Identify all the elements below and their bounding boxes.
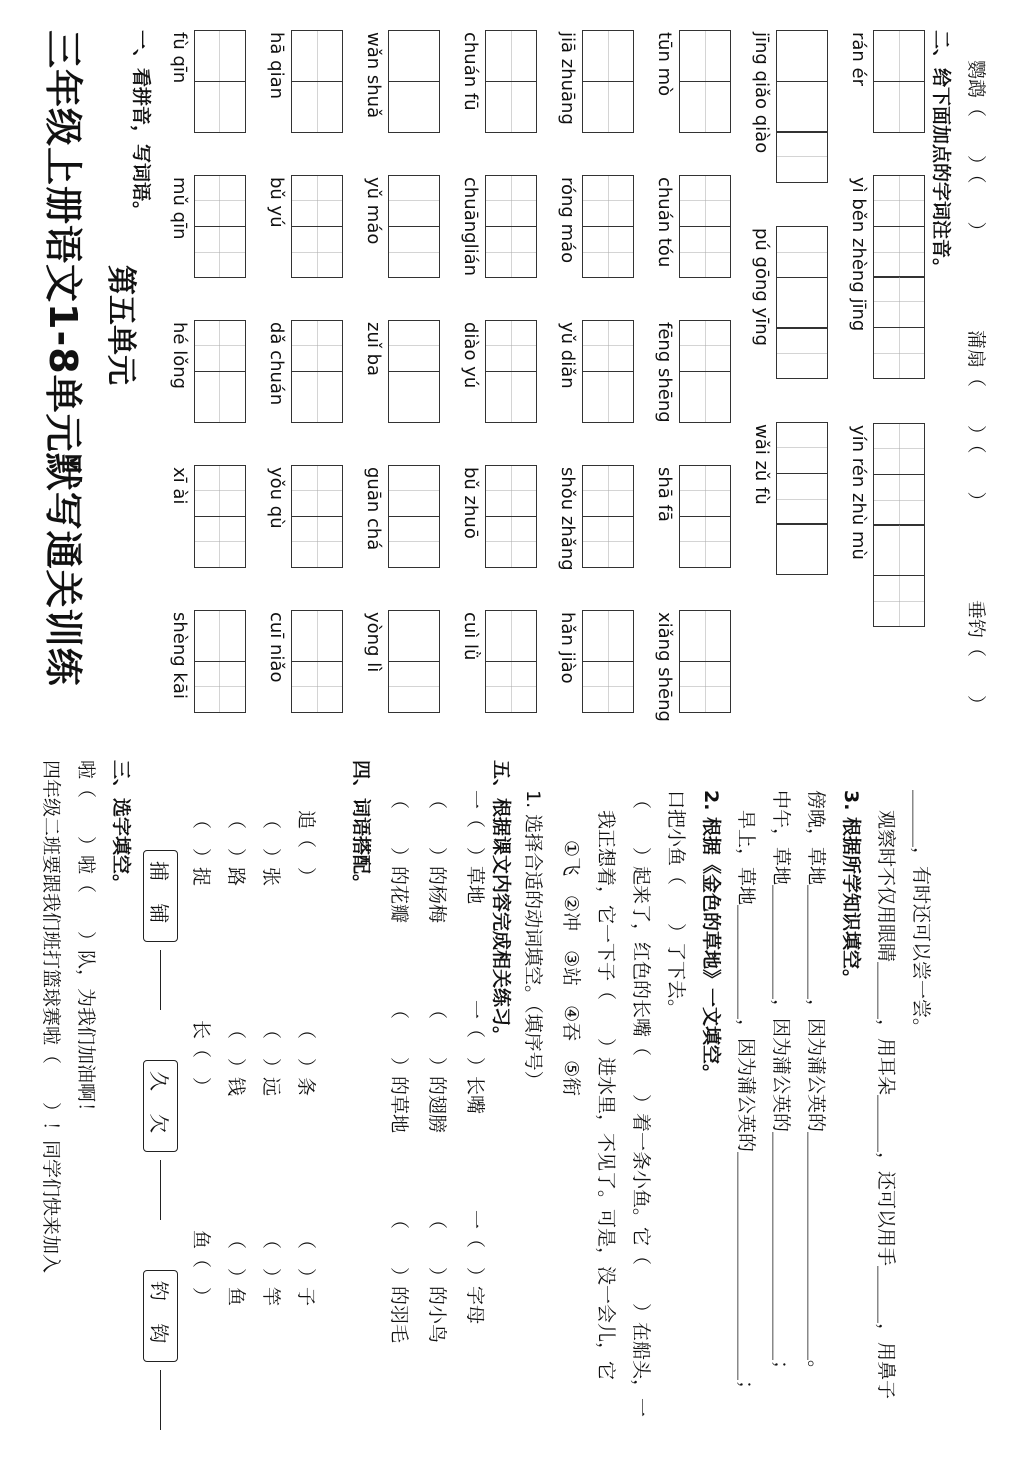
writing-grid: [194, 465, 246, 566]
section4-heading: 四、词语搭配。: [350, 760, 372, 894]
choose-char-item[interactable]: 长（ ）: [190, 1020, 212, 1097]
writing-grid: [388, 610, 440, 711]
writing-cell[interactable]: [873, 175, 925, 227]
pinyin-label: shèng kāi: [169, 612, 190, 699]
pinyin-label: tūn mò: [654, 32, 675, 97]
divider-line: [160, 1370, 161, 1430]
match-item[interactable]: （ ）的翅膀: [426, 1000, 448, 1134]
writing-grid: [873, 175, 925, 377]
writing-cell[interactable]: [776, 277, 828, 329]
writing-cell[interactable]: [679, 661, 731, 713]
writing-cell[interactable]: [485, 320, 537, 372]
pinyin-label: fù qīn: [169, 32, 190, 84]
unit-subtitle: 第五单元: [103, 265, 138, 385]
q1-label: 1. 选择合适的动词填空。（填序号）: [522, 790, 544, 1090]
writing-cell[interactable]: [291, 516, 343, 568]
pinyin-label: jīng qiǎo qiào: [751, 32, 772, 154]
page-title: 三年级上册语文1-8单元默写通关训练: [41, 30, 85, 687]
writing-grid: [388, 175, 440, 276]
writing-cell[interactable]: [388, 661, 440, 713]
match-item[interactable]: 一（ ）字母: [464, 1210, 486, 1325]
pinyin-label: hé lǒng: [169, 322, 190, 390]
pinyin-label: pú gōng yīng: [751, 228, 772, 347]
writing-grid: [194, 30, 246, 131]
writing-cell[interactable]: [291, 610, 343, 662]
writing-cell[interactable]: [873, 474, 925, 526]
pinyin-label: yì běn zhèng jīng: [848, 177, 869, 332]
writing-cell[interactable]: [194, 175, 246, 227]
writing-grid: [873, 30, 925, 131]
writing-cell[interactable]: [873, 524, 925, 576]
choose-char-item[interactable]: （ ）张: [260, 810, 282, 887]
writing-cell[interactable]: [388, 516, 440, 568]
writing-cell[interactable]: [679, 30, 731, 82]
writing-cell[interactable]: [582, 81, 634, 133]
writing-grid: [679, 175, 731, 276]
writing-cell[interactable]: [194, 30, 246, 82]
writing-cell[interactable]: [776, 81, 828, 133]
pinyin-label: shā fā: [654, 467, 675, 522]
writing-cell[interactable]: [291, 320, 343, 372]
writing-grid: [194, 320, 246, 421]
writing-grid: [291, 320, 343, 421]
writing-grid: [388, 30, 440, 131]
writing-grid: [582, 465, 634, 566]
writing-cell[interactable]: [291, 371, 343, 423]
writing-cell[interactable]: [679, 465, 731, 517]
writing-cell[interactable]: [776, 226, 828, 278]
choose-char-item[interactable]: （ ）钱: [225, 1020, 247, 1097]
pinyin-label: diào yú: [460, 322, 481, 389]
writing-cell[interactable]: [582, 516, 634, 568]
writing-grid: [388, 465, 440, 566]
match-item[interactable]: 一（ ）草地: [464, 790, 486, 905]
pinyin-label: jiā zhuāng: [557, 32, 578, 125]
pinyin-label: wǎi zǔ fù: [751, 424, 772, 505]
writing-cell[interactable]: [291, 81, 343, 133]
pinyin-label: zuǐ ba: [363, 322, 384, 377]
section1-heading: 一、看拼音，写词语。: [130, 30, 152, 221]
char-pair-box: 久 欠: [143, 1060, 178, 1152]
writing-cell[interactable]: [194, 661, 246, 713]
pinyin-label: yǒu qù: [266, 467, 287, 529]
writing-cell[interactable]: [582, 30, 634, 82]
writing-cell[interactable]: [194, 610, 246, 662]
writing-cell[interactable]: [485, 175, 537, 227]
writing-grid: [679, 610, 731, 711]
writing-grid: [485, 30, 537, 131]
pinyin-label: fēng shēng: [654, 322, 675, 423]
choose-char-item[interactable]: （ ）远: [260, 1020, 282, 1097]
q3-label: 3. 根据所学知识填空。: [840, 790, 862, 989]
writing-cell[interactable]: [873, 30, 925, 82]
match-item[interactable]: （ ）的花瓣: [388, 790, 410, 924]
q2-line-2: 中午，草地＿＿＿＿＿＿，因为蒲公英的＿＿＿＿＿＿＿＿＿＿＿＿；: [770, 790, 792, 1380]
writing-cell[interactable]: [388, 175, 440, 227]
pinyin-label: mǔ qīn: [169, 177, 190, 240]
notice-line-2: 啦（ ）啦（ ）队，为我们加油啊！: [75, 760, 97, 1122]
section2-item-1: 鹦鹉（ ）（ ）: [965, 60, 987, 241]
q2-label: 2. 根据《金色的草地》一文填空。: [700, 790, 722, 1084]
writing-cell[interactable]: [485, 465, 537, 517]
divider-line: [160, 950, 161, 1010]
writing-cell[interactable]: [582, 175, 634, 227]
writing-cell[interactable]: [679, 226, 731, 278]
pinyin-label: rán ér: [848, 32, 869, 87]
writing-cell[interactable]: [485, 30, 537, 82]
writing-cell[interactable]: [388, 81, 440, 133]
pinyin-label: cuī niǎo: [266, 612, 287, 683]
match-item[interactable]: （ ）的草地: [388, 1000, 410, 1134]
q2-line-3: 傍晚，草地＿＿＿＿＿＿，因为蒲公英的＿＿＿＿＿＿＿＿＿＿＿＿。: [805, 790, 827, 1380]
writing-cell[interactable]: [776, 422, 828, 474]
writing-cell[interactable]: [291, 661, 343, 713]
writing-cell[interactable]: [582, 320, 634, 372]
writing-cell[interactable]: [291, 226, 343, 278]
pinyin-label: bǔ zhuō: [460, 467, 481, 539]
writing-cell[interactable]: [194, 226, 246, 278]
writing-grid: [485, 610, 537, 711]
writing-cell[interactable]: [679, 81, 731, 133]
pinyin-label: yín rén zhù mù: [848, 425, 869, 560]
writing-grid: [679, 465, 731, 566]
writing-cell[interactable]: [194, 371, 246, 423]
section2-heading: 二、给下面加点的字词注音。: [930, 30, 952, 278]
writing-cell[interactable]: [388, 465, 440, 517]
writing-cell[interactable]: [582, 465, 634, 517]
divider-line: [160, 1160, 161, 1220]
char-pair-box: 捕 铺: [143, 850, 178, 942]
writing-grid: [291, 465, 343, 566]
writing-grid: [485, 175, 537, 276]
writing-grid: [291, 610, 343, 711]
writing-cell[interactable]: [873, 276, 925, 328]
writing-grid: [776, 226, 828, 378]
writing-cell[interactable]: [873, 226, 925, 278]
writing-cell[interactable]: [388, 610, 440, 662]
choose-char-item[interactable]: （ ）路: [225, 810, 247, 887]
section2-item-3: 垂钓（ ）: [965, 600, 987, 715]
writing-cell[interactable]: [194, 320, 246, 372]
pinyin-label: chuānglián: [460, 177, 481, 277]
section3-heading: 三、选字填空。: [110, 760, 132, 894]
pinyin-label: dǎ chuán: [266, 322, 287, 406]
writing-cell[interactable]: [679, 175, 731, 227]
match-item[interactable]: （ ）的羽毛: [388, 1210, 410, 1344]
choose-char-item[interactable]: 鱼（ ）: [190, 1230, 212, 1307]
writing-cell[interactable]: [194, 81, 246, 133]
choose-char-item[interactable]: 追（ ）: [295, 810, 317, 887]
pinyin-label: shǒu zhǎng: [557, 467, 578, 571]
writing-cell[interactable]: [679, 371, 731, 423]
choose-char-item[interactable]: （ ）鱼: [225, 1230, 247, 1307]
pinyin-label: hǎn jiào: [557, 612, 578, 684]
writing-cell[interactable]: [776, 327, 828, 379]
pinyin-label: róng máo: [557, 177, 578, 264]
pinyin-label: cuì lǜ: [460, 612, 481, 661]
writing-grid: [582, 320, 634, 421]
writing-cell[interactable]: [194, 465, 246, 517]
writing-cell[interactable]: [776, 523, 828, 575]
choose-char-item[interactable]: （ ）条: [295, 1020, 317, 1097]
writing-cell[interactable]: [485, 516, 537, 568]
writing-grid: [679, 30, 731, 131]
writing-grid: [582, 175, 634, 276]
q1-line-1: 我正想着，它一下子（ ）进水里，不见了。可是，没一会儿，它: [595, 810, 617, 1381]
writing-cell[interactable]: [291, 175, 343, 227]
writing-cell[interactable]: [873, 327, 925, 379]
pinyin-label: guān chá: [363, 467, 384, 551]
choose-char-item[interactable]: （ ）竿: [260, 1230, 282, 1307]
writing-cell[interactable]: [679, 610, 731, 662]
section2-item-2: 蒲扇（ ）（ ）: [965, 330, 987, 511]
writing-cell[interactable]: [873, 423, 925, 475]
pinyin-label: xī ài: [169, 467, 190, 505]
char-pair-box: 钓 钩: [143, 1270, 178, 1362]
pinyin-label: yǔ diǎn: [557, 322, 578, 389]
q2-line-1: 早上，草地＿＿＿＿＿＿，因为蒲公英的＿＿＿＿＿＿＿＿＿＿＿＿；: [735, 810, 757, 1400]
writing-cell[interactable]: [485, 371, 537, 423]
writing-grid: [776, 30, 828, 182]
match-item[interactable]: （ ）的小鸟: [426, 1210, 448, 1344]
pinyin-label: chuán tóu: [654, 177, 675, 268]
q1-line-3: 口把小鱼（ ）了下去。: [665, 790, 687, 1019]
writing-cell[interactable]: [291, 465, 343, 517]
writing-cell[interactable]: [582, 661, 634, 713]
q3-line-1: 观察时不仅用眼睛＿＿＿，用耳朵＿＿＿，还可以用手＿＿＿，用鼻子: [875, 810, 897, 1400]
writing-cell[interactable]: [776, 131, 828, 183]
writing-grid: [291, 30, 343, 131]
notice-line-1: 四年级二班要跟我们班打篮球赛啦（ ）！同学们快来加入: [40, 760, 62, 1274]
q1-options: ①飞 ②冲 ③站 ④吞 ⑤衔: [560, 840, 582, 1097]
writing-cell[interactable]: [485, 610, 537, 662]
writing-cell[interactable]: [873, 81, 925, 133]
writing-cell[interactable]: [582, 610, 634, 662]
pinyin-label: wǎn shuǎ: [363, 32, 384, 119]
pinyin-label: bǔ yú: [266, 177, 287, 228]
writing-cell[interactable]: [485, 661, 537, 713]
choose-char-item[interactable]: （ ）捉: [190, 810, 212, 887]
writing-grid: [582, 30, 634, 131]
writing-cell[interactable]: [388, 371, 440, 423]
choose-char-item[interactable]: （ ）子: [295, 1230, 317, 1307]
writing-cell[interactable]: [582, 371, 634, 423]
writing-grid: [679, 320, 731, 421]
writing-cell[interactable]: [388, 226, 440, 278]
match-item[interactable]: （ ）的杨梅: [426, 790, 448, 924]
writing-cell[interactable]: [194, 516, 246, 568]
match-item[interactable]: 一（ ）长嘴: [464, 1000, 486, 1115]
writing-cell[interactable]: [776, 473, 828, 525]
writing-cell[interactable]: [582, 226, 634, 278]
writing-grid: [776, 422, 828, 574]
writing-grid: [873, 423, 925, 625]
writing-cell[interactable]: [388, 320, 440, 372]
writing-cell[interactable]: [776, 30, 828, 82]
pinyin-label: yǔ máo: [363, 177, 384, 245]
pinyin-label: hā qian: [266, 32, 287, 100]
q1-line-2: （ ）起来了，红色的长嘴（ ）着一条小鱼。它（ ）在船头，一: [630, 790, 652, 1418]
q3-line-2: ＿＿＿，有时还可以尝一尝。: [910, 790, 932, 1038]
section5-heading: 五、根据课文内容完成相关练习。: [490, 760, 512, 1046]
pinyin-label: yòng lì: [363, 612, 384, 673]
writing-cell[interactable]: [291, 30, 343, 82]
writing-cell[interactable]: [873, 575, 925, 627]
writing-grid: [485, 320, 537, 421]
writing-grid: [582, 610, 634, 711]
pinyin-label: chuán fū: [460, 32, 481, 111]
writing-cell[interactable]: [679, 516, 731, 568]
writing-cell[interactable]: [679, 320, 731, 372]
writing-cell[interactable]: [388, 30, 440, 82]
writing-cell[interactable]: [485, 81, 537, 133]
pinyin-label: xiǎng shēng: [654, 612, 675, 722]
writing-grid: [194, 610, 246, 711]
writing-grid: [388, 320, 440, 421]
writing-grid: [194, 175, 246, 276]
writing-cell[interactable]: [485, 226, 537, 278]
writing-grid: [485, 465, 537, 566]
writing-grid: [291, 175, 343, 276]
